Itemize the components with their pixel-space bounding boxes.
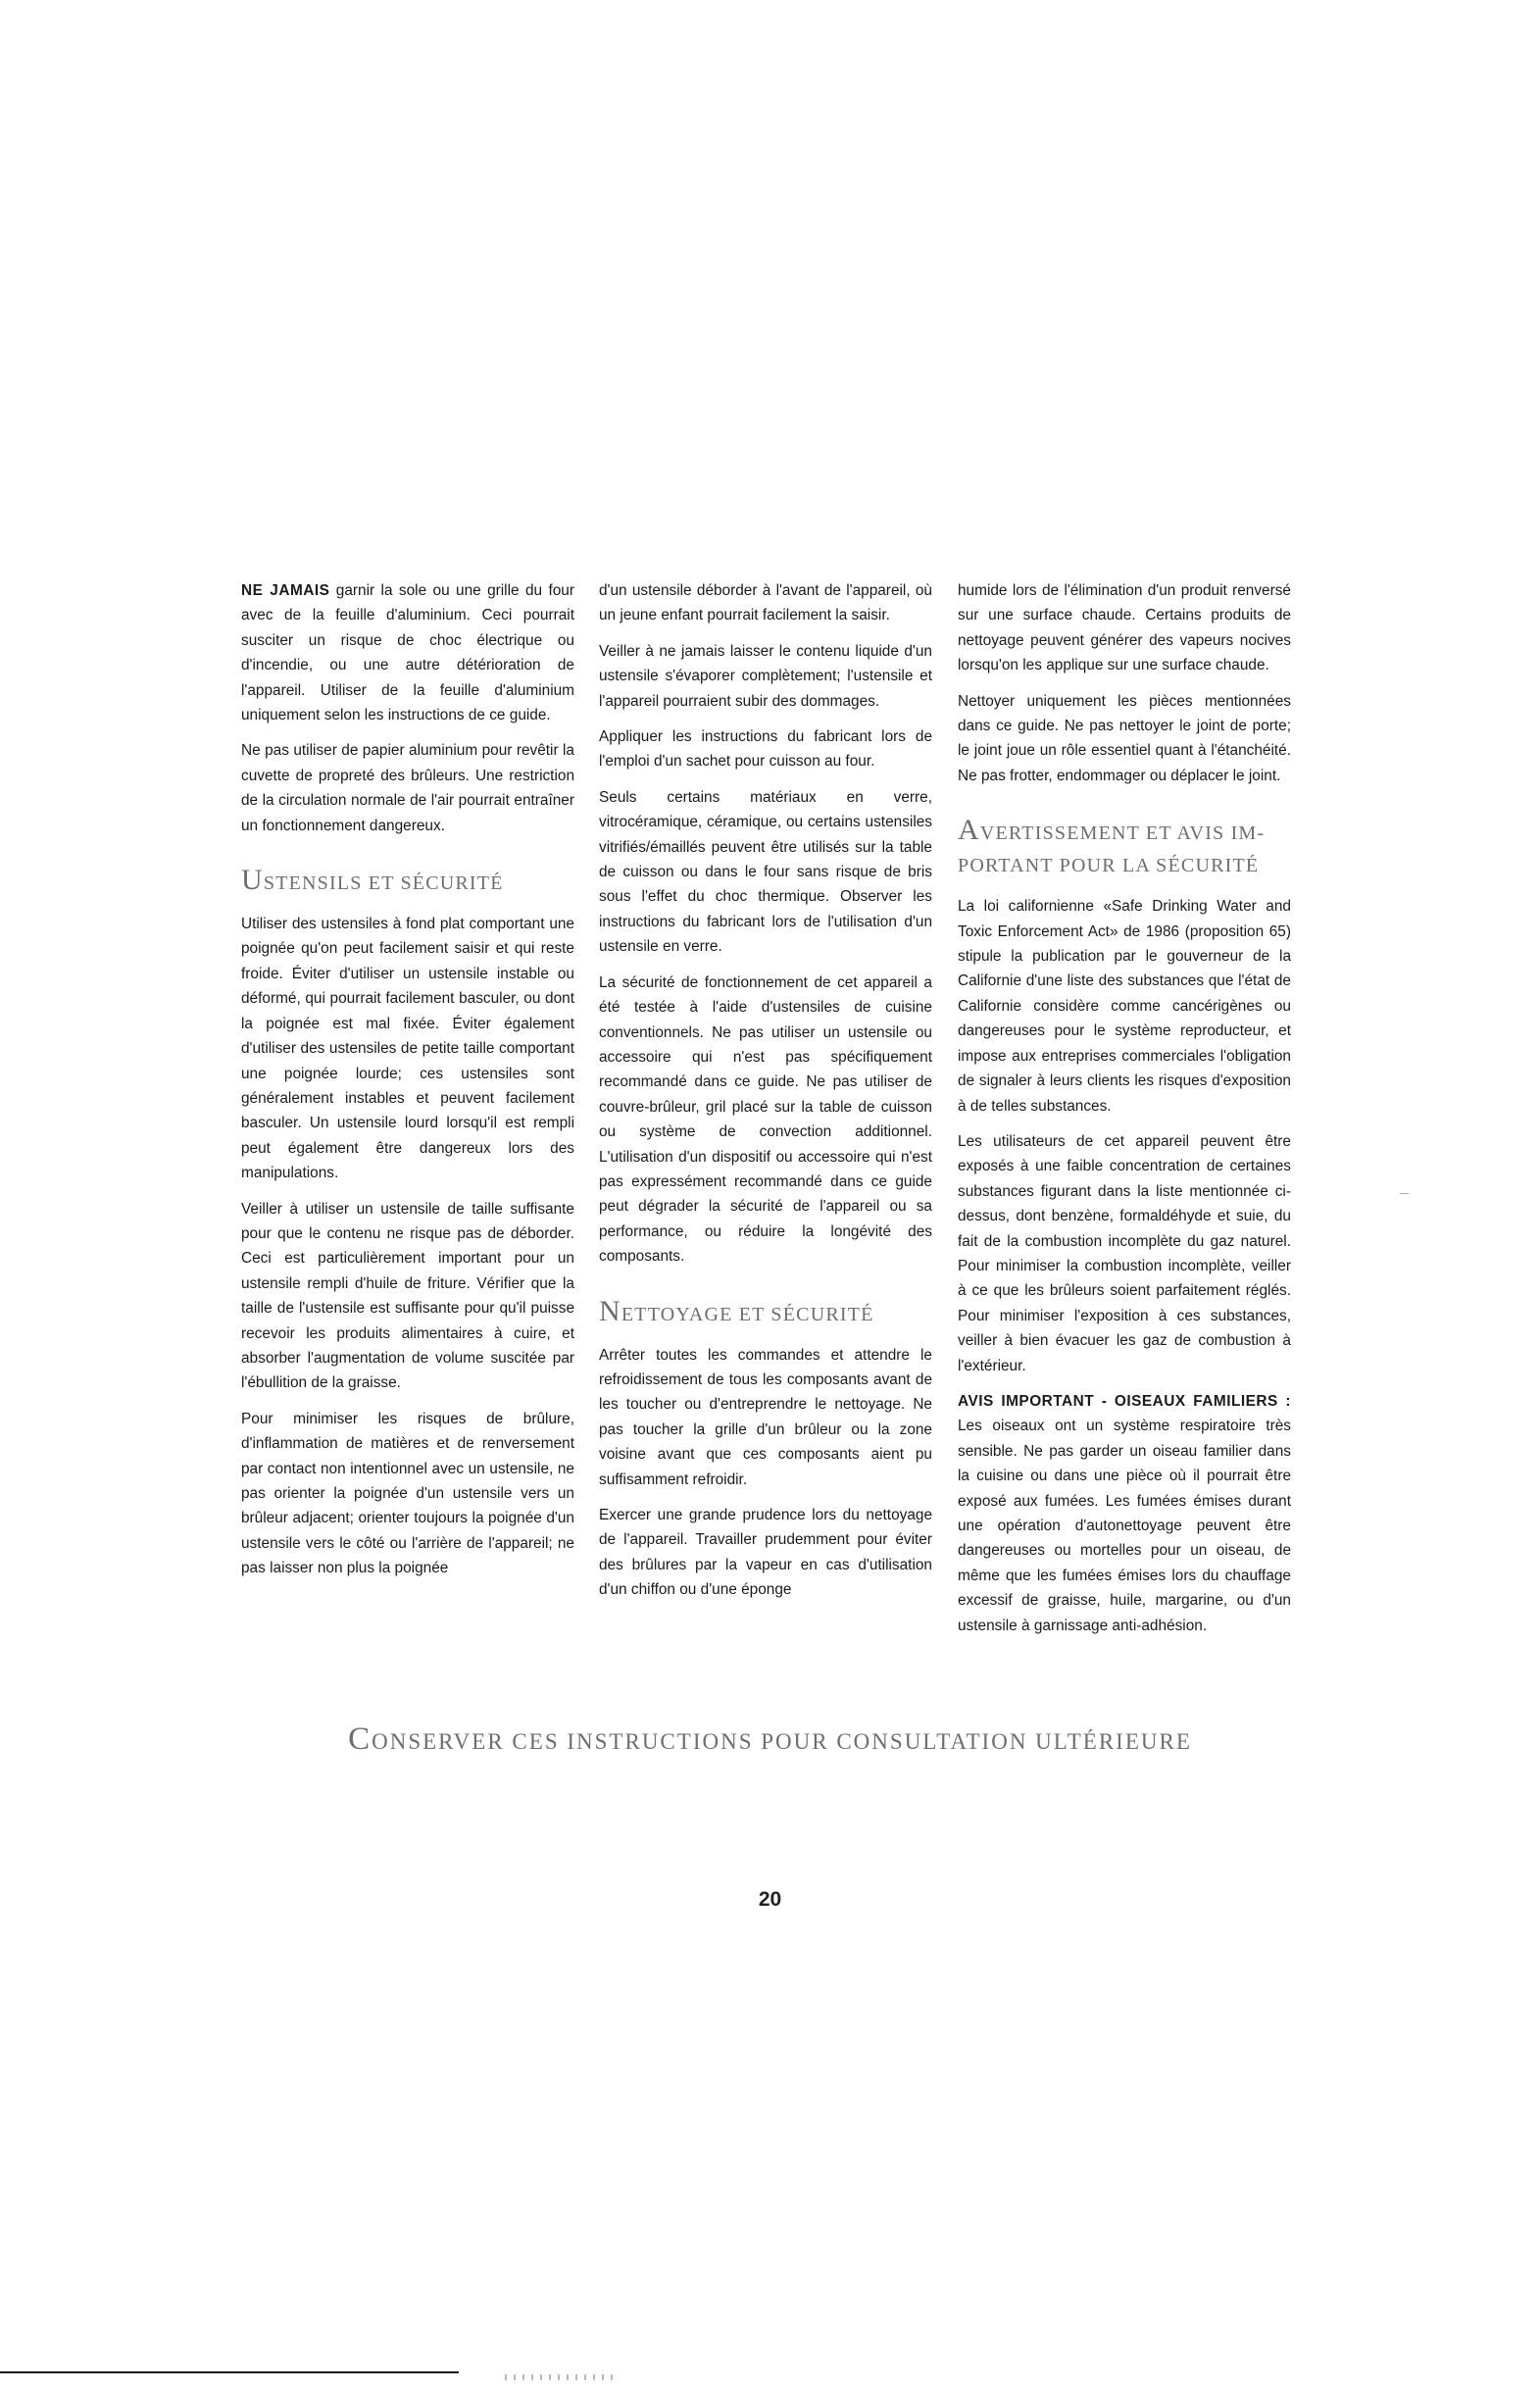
- paragraph: d'un ustensile déborder à l'avant de l'appareil, où un jeune enfant pourrait facilement la saisir.: [599, 582, 932, 624]
- text-column-1: [241, 578, 574, 1592]
- paragraph: Exercer une grande prudence lors du nettoyage de l'appareil. Travailler prudemment pour éviter des brûlures par la vapeur en cas d'utilisation d'un chiffon ou d'une éponge: [599, 1507, 932, 1599]
- paragraph-text: garnir la sole ou une grille du four avec de la feuille d'aluminium. Ceci pourrait susciter un risque de choc électrique ou d'incendie, ou une autre détérioration de l'appareil. Utiliser de la feuille d'aluminium uniquement selon les instructions de ce guide.: [241, 582, 574, 724]
- section-heading-ustensils: USTENSILS ET SÉCURITÉ: [241, 864, 504, 897]
- warning-lead: NE JAMAIS: [241, 582, 330, 599]
- notice-lead: AVIS IMPORTANT - OISEAUX FAMILIERS :: [958, 1392, 1291, 1410]
- paragraph: Appliquer les instructions du fabricant lors de l'emploi d'un sachet pour cuisson au four.: [599, 728, 932, 771]
- section-heading-avertissement: AVERTISSEMENT ET AVIS IMPORTANT POUR LA SÉCURITÉ: [958, 814, 1265, 877]
- paragraph: Nettoyer uniquement les pièces mentionnées dans ce guide. Ne pas nettoyer le joint de porte; le joint joue un rôle essentiel quant à l'étanchéité. Ne pas frotter, endommager ou déplacer le joint.: [958, 692, 1291, 784]
- section-heading-nettoyage: NETTOYAGE ET SÉCURITÉ: [599, 1294, 874, 1327]
- page-number: 20: [758, 1888, 782, 1911]
- margin-mark: [1400, 1193, 1409, 1194]
- paragraph: Ne pas utiliser de papier aluminium pour revêtir la cuvette de propreté des brûleurs. Une restriction de la circulation normale de l'air pourrait entraîner un fonctionnement dangereux.: [241, 742, 574, 834]
- paragraph: Arrêter toutes les commandes et attendre le refroidissement de tous les composants avant de les toucher ou d'entreprendre le nettoyage. Ne pas toucher la grille d'un brûleur ou la zone voisine avant que ces composants aient pu suffisamment refroidir.: [599, 1346, 932, 1488]
- paragraph-text: Les oiseaux ont un système respiratoire très sensible. Ne pas garder un oiseau familier dans la cuisine ou dans une pièce où il pourrait être exposé aux fumées. Les fumées émises durant une opération d'autonettoyage peuvent être dangereuses ou mortelles pour un oiseau, de même que les fumées émises lors du chauffage excessif de graisse, huile, margarine, ou d'un ustensile à garnissage anti-adhésion.: [958, 1418, 1291, 1634]
- text-column-3: [958, 578, 1291, 1649]
- scan-specks: [505, 2374, 613, 2380]
- paragraph: humide lors de l'élimination d'un produit renversé sur une surface chaude. Certains produits de nettoyage peuvent générer des vapeurs nocives lorsqu'on les applique sur une surface chaude.: [958, 582, 1291, 674]
- footer-title: CONSERVER CES INSTRUCTIONS POUR CONSULTATION ULTÉRIEURE: [348, 1721, 1192, 1757]
- paragraph: [958, 1389, 1291, 1638]
- paragraph: Utiliser des ustensiles à fond plat comportant une poignée qu'on peut facilement saisir et qui reste froide. Éviter d'utiliser un ustensile instable ou déformé, qui pourrait facilement basculer, ou dont la poignée est mal fixée. Éviter également d'utiliser des ustensiles de petite taille comportant une poignée lourde; ces ustensiles sont généralement instables et peuvent facilement basculer. Un ustensile lourd lorsqu'il est rempli peut également être dangereux lors des manipulations.: [241, 916, 574, 1182]
- paragraph: Seuls certains matériaux en verre, vitrocéramique, céramique, ou certains ustensiles vitrifiés/émaillés peuvent être utilisés sur la table de cuisson ou dans le four sans risque de bris sous l'effet du choc thermique. Observer les instructions du fabricant lors de l'utilisation d'un ustensile en verre.: [599, 788, 932, 956]
- text-column-2: [599, 578, 932, 1614]
- paragraph: Les utilisateurs de cet appareil peuvent être exposés à une faible concentration de certaines substances figurant dans la liste mentionnée cidessus, dont benzène, formaldéhyde et suie, du fait de la combustion incomplète du gaz naturel. Pour minimiser la combustion incomplète, veiller à ce que les brûleurs soient parfaitement réglés. Pour minimiser l'exposition à ces substances, veiller à bien évacuer les gaz de combustion à l'extérieur.: [958, 1132, 1291, 1374]
- paragraph: La sécurité de fonctionnement de cet appareil a été testée à l'aide d'ustensiles de cuisine conventionnels. Ne pas utiliser un ustensile ou accessoire qui n'est pas spécifiquement recommandé dans ce guide. Ne pas utiliser de couvre-brûleur, gril placé sur la table de cuisson ou système de convection additionnel. L'utilisation d'un dispositif ou accessoire qui n'est pas expressément recommandé dans ce guide peut dégrader la sécurité de l'appareil ou sa performance, ou réduire la longévité des composants.: [599, 973, 932, 1266]
- paragraph: Veiller à utiliser un ustensile de taille suffisante pour que le contenu ne risque pas de déborder. Ceci est particulièrement important pour un ustensile rempli d'huile de friture. Vérifier que la taille de l'ustensile est suffisante pour qu'il puisse recevoir les produits alimentaires à cuire, et absorber l'augmentation de volume suscitée par l'ébullition de la graisse.: [241, 1200, 574, 1392]
- bottom-rule: [0, 2371, 459, 2373]
- paragraph: Pour minimiser les risques de brûlure, d'inflammation de matières et de renversement par contact non intentionnel avec un ustensile, ne pas orienter la poignée d'un ustensile vers un brûleur adjacent; orienter toujours la poignée d'un ustensile vers le côté ou l'arrière de l'appareil; ne pas laisser non plus la poignée: [241, 1410, 574, 1577]
- paragraph: La loi californienne «Safe Drinking Water and Toxic Enforcement Act» de 1986 (proposition 65) stipule la publication par le gouverneur de la Californie d'une liste des substances que l'état de Californie considère comme cancérigènes ou dangereuses pour le système reproducteur, et impose aux entreprises commerciales l'obligation de signaler à leurs clients les risques d'exposition à de telles substances.: [958, 898, 1291, 1115]
- paragraph: [241, 578, 574, 727]
- paragraph: Veiller à ne jamais laisser le contenu liquide d'un ustensile s'évaporer complètement; l'ustensile et l'appareil pourraient subir des dommages.: [599, 642, 932, 710]
